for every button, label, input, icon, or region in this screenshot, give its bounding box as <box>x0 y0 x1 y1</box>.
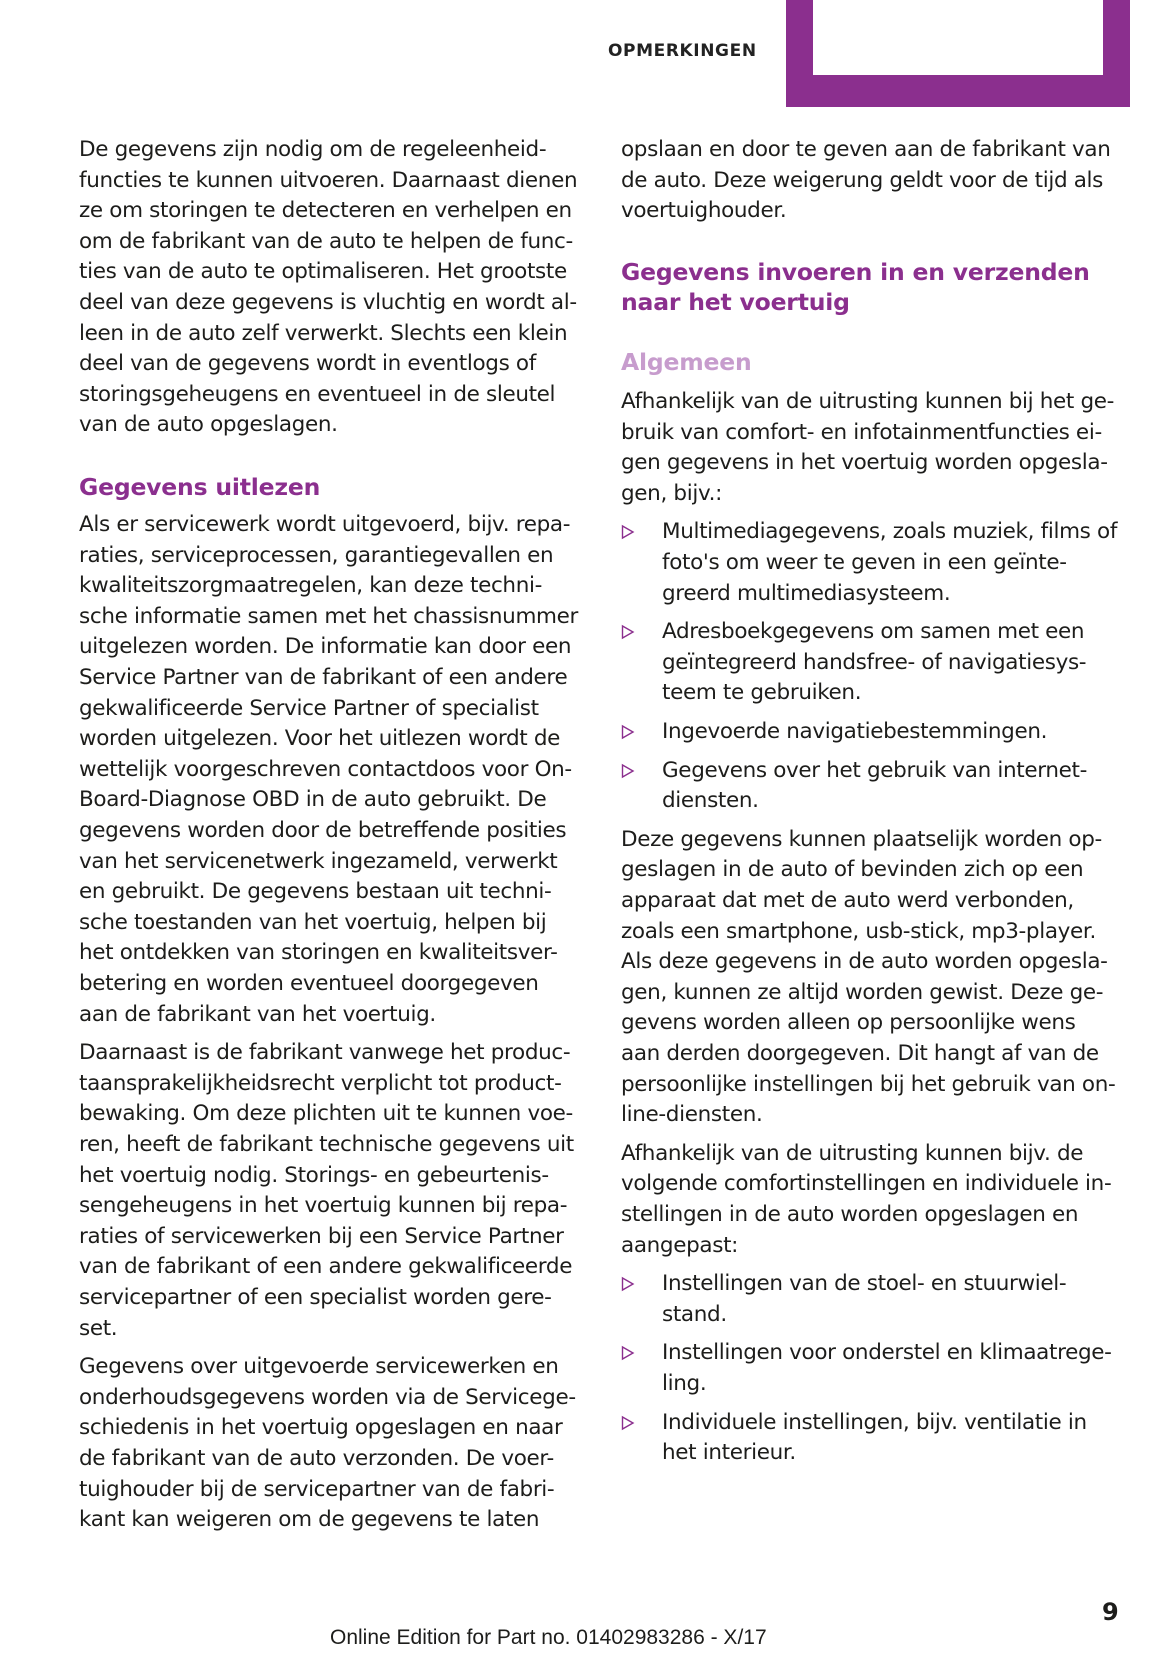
paragraph-3-line: line-diensten. <box>621 1102 763 1128</box>
paragraph-3-line: ren, heeft de fabrikant technische gegevens uit <box>79 1132 574 1157</box>
list-item-text: Adresboekgegevens om samen met een <box>662 619 1085 645</box>
list-item-text: foto's om weer te geven in een geïnte- <box>662 550 1067 575</box>
paragraph-1-line: opslaan en door te geven aan de fabrikant van <box>621 137 1111 162</box>
triangle-bullet-icon <box>621 724 637 740</box>
triangle-bullet-icon <box>621 763 637 779</box>
paragraph-3-line: bewaking. Om deze plichten uit te kunnen voe- <box>79 1101 573 1127</box>
edition-footer: Online Edition for Part no. 01402983286 - X/17 <box>330 1626 767 1649</box>
section-heading-invoeren: naar het voertuig <box>621 288 850 316</box>
list-item-text: Instellingen voor onderstel en klimaatrege- <box>662 1340 1112 1366</box>
paragraph-4-line: de fabrikant van de auto verzonden. De voer- <box>79 1446 554 1471</box>
paragraph-3-line: raties of servicewerken bij een Service Partner <box>79 1223 564 1249</box>
list-item-text: ling. <box>662 1371 707 1396</box>
paragraph-4-line: stellingen in de auto worden opgeslagen en <box>621 1202 1079 1227</box>
paragraph-1-line: deel van de gegevens wordt in eventlogs of <box>79 351 536 377</box>
list-item-text: Individuele instellingen, bijv. ventilatie in <box>662 1409 1087 1435</box>
paragraph-2-line: en gebruikt. De gegevens bestaan uit techni- <box>79 879 552 905</box>
list-item-text: diensten. <box>662 788 759 814</box>
triangle-bullet-icon <box>621 524 637 540</box>
section-heading-uitlezen: Gegevens uitlezen <box>79 473 321 501</box>
paragraph-1-line: functies te kunnen uitvoeren. Daarnaast dienen <box>79 167 578 193</box>
paragraph-4-line: volgende comfortinstellingen en individuele in- <box>621 1171 1112 1197</box>
paragraph-2-line: gen, bijv.: <box>621 480 723 506</box>
paragraph-1-line: ze om storingen te detecteren en verhelpen en <box>79 198 572 224</box>
paragraph-2-line: van het servicenetwerk ingezameld, verwerkt <box>79 848 558 874</box>
paragraph-2-line: gekwalificeerde Service Partner of specialist <box>79 695 539 721</box>
paragraph-1-line: van de auto opgeslagen. <box>79 412 338 438</box>
paragraph-2-line: Service Partner van de fabrikant of een andere <box>79 665 568 690</box>
triangle-bullet-icon <box>621 1415 637 1431</box>
triangle-bullet-icon <box>621 1345 637 1361</box>
paragraph-2-line: uitgelezen worden. De informatie kan door een <box>79 634 572 660</box>
paragraph-3-line: taansprakelijkheidsrecht verplicht tot product- <box>79 1070 562 1096</box>
paragraph-2-line: aan de fabrikant van het voertuig. <box>79 1001 436 1027</box>
paragraph-1-line: om de fabrikant van de auto te helpen de func- <box>79 228 573 254</box>
paragraph-3-line: Deze gegevens kunnen plaatselijk worden op- <box>621 826 1102 852</box>
paragraph-2-line: kwaliteitszorgmaatregelen, kan deze techni- <box>79 573 542 599</box>
paragraph-3-line: Daarnaast is de fabrikant vanwege het produc- <box>79 1040 571 1066</box>
section-heading-invoeren: Gegevens invoeren in en verzenden <box>621 258 1090 286</box>
list-item-text: Ingevoerde navigatiebestemmingen. <box>662 719 1048 744</box>
paragraph-4-line: kant kan weigeren om de gegevens te laten <box>79 1507 540 1533</box>
paragraph-2-line: gegevens worden door de betreffende posities <box>79 818 567 843</box>
page-number: 9 <box>1102 1598 1119 1626</box>
paragraph-2-line: betering en worden eventueel doorgegeven <box>79 971 539 996</box>
paragraph-1-line: leen in de auto zelf verwerkt. Slechts een klein <box>79 320 568 346</box>
list-item-text: Gegevens over het gebruik van internet- <box>662 757 1087 783</box>
paragraph-1-line: De gegevens zijn nodig om de regeleenheid- <box>79 137 547 162</box>
paragraph-3-line: persoonlijke instellingen bij het gebruik van on- <box>621 1071 1116 1097</box>
list-item-text: geïntegreerd handsfree- of navigatiesys- <box>662 649 1087 675</box>
list-item-text: teem te gebruiken. <box>662 680 862 706</box>
paragraph-3-line: servicepartner of een specialist worden gere- <box>79 1285 552 1310</box>
paragraph-3-line: sengeheugens in het voertuig kunnen bij repa- <box>79 1193 568 1219</box>
paragraph-2-line: het ontdekken van storingen en kwaliteitsver- <box>79 940 558 966</box>
paragraph-2-line: sche informatie samen met het chassisnummer <box>79 603 578 629</box>
subheading-algemeen: Algemeen <box>621 348 752 376</box>
chapter-tab-marker <box>786 0 1130 107</box>
paragraph-2-line: raties, serviceprocessen, garantiegevallen en <box>79 542 554 568</box>
paragraph-4-line: tuighouder bij de servicepartner van de fabri- <box>79 1476 555 1502</box>
paragraph-4-line: aangepast: <box>621 1232 739 1258</box>
paragraph-4-line: Gegevens over uitgevoerde servicewerken en <box>79 1354 559 1380</box>
paragraph-4-line: schiedenis in het voertuig opgeslagen en naar <box>79 1415 563 1441</box>
list-item-text: stand. <box>662 1301 727 1327</box>
paragraph-2-line: wettelijk voorgeschreven contactdoos voor On- <box>79 756 572 782</box>
triangle-bullet-icon <box>621 1276 637 1292</box>
paragraph-2-line: worden uitgelezen. Voor het uitlezen wordt de <box>79 726 561 752</box>
paragraph-3-line: gen, kunnen ze altijd worden gewist. Deze ge- <box>621 979 1104 1005</box>
paragraph-1-line: deel van deze gegevens is vluchtig en wordt al- <box>79 290 577 315</box>
list-item-text: greerd multimediasysteem. <box>662 580 951 606</box>
paragraph-2-line: gen gegevens in het voertuig worden opgesla- <box>621 450 1108 476</box>
paragraph-2-line: Board-Diagnose OBD in de auto gebruikt. De <box>79 787 547 813</box>
paragraph-1-line: ties van de auto te optimaliseren. Het grootste <box>79 259 567 285</box>
paragraph-1-line: voertuighouder. <box>621 198 787 224</box>
paragraph-3-line: set. <box>79 1315 118 1341</box>
list-item-text: Multimediagegevens, zoals muziek, films of <box>662 519 1118 545</box>
paragraph-2-line: bruik van comfort- en infotainmentfuncties ei- <box>621 419 1102 445</box>
paragraph-4-line: Afhankelijk van de uitrusting kunnen bijv. de <box>621 1140 1084 1166</box>
paragraph-3-line: gevens worden alleen op persoonlijke wens <box>621 1010 1076 1036</box>
paragraph-1-line: de auto. Deze weigerung geldt voor de tijd als <box>621 167 1104 193</box>
paragraph-1-line: storingsgeheugens en eventueel in de sleutel <box>79 381 556 407</box>
paragraph-3-line: apparaat dat met de auto werd verbonden, <box>621 888 1074 913</box>
paragraph-3-line: zoals een smartphone, usb-stick, mp3-player. <box>621 918 1096 944</box>
section-title: OPMERKINGEN <box>608 41 757 61</box>
paragraph-2-line: Afhankelijk van de uitrusting kunnen bij het ge- <box>621 389 1115 414</box>
paragraph-3-line: van de fabrikant of een andere gekwalificeerde <box>79 1254 573 1280</box>
list-item-text: Instellingen van de stoel- en stuurwiel- <box>662 1271 1067 1297</box>
paragraph-3-line: geslagen in de auto of bevinden zich op een <box>621 857 1084 883</box>
paragraph-3-line: het voertuig nodig. Storings- en gebeurtenis- <box>79 1162 549 1188</box>
paragraph-2-line: sche toestanden van het voertuig, helpen bij <box>79 909 547 935</box>
triangle-bullet-icon <box>621 624 637 640</box>
list-item-text: het interieur. <box>662 1440 796 1466</box>
chapter-tab-inner <box>813 0 1103 75</box>
paragraph-2-line: Als er servicewerk wordt uitgevoerd, bijv. repa- <box>79 512 571 537</box>
paragraph-3-line: Als deze gegevens in de auto worden opgesla- <box>621 949 1108 975</box>
paragraph-4-line: onderhoudsgegevens worden via de Servicege- <box>79 1384 576 1410</box>
paragraph-3-line: aan derden doorgegeven. Dit hangt af van de <box>621 1041 1099 1066</box>
